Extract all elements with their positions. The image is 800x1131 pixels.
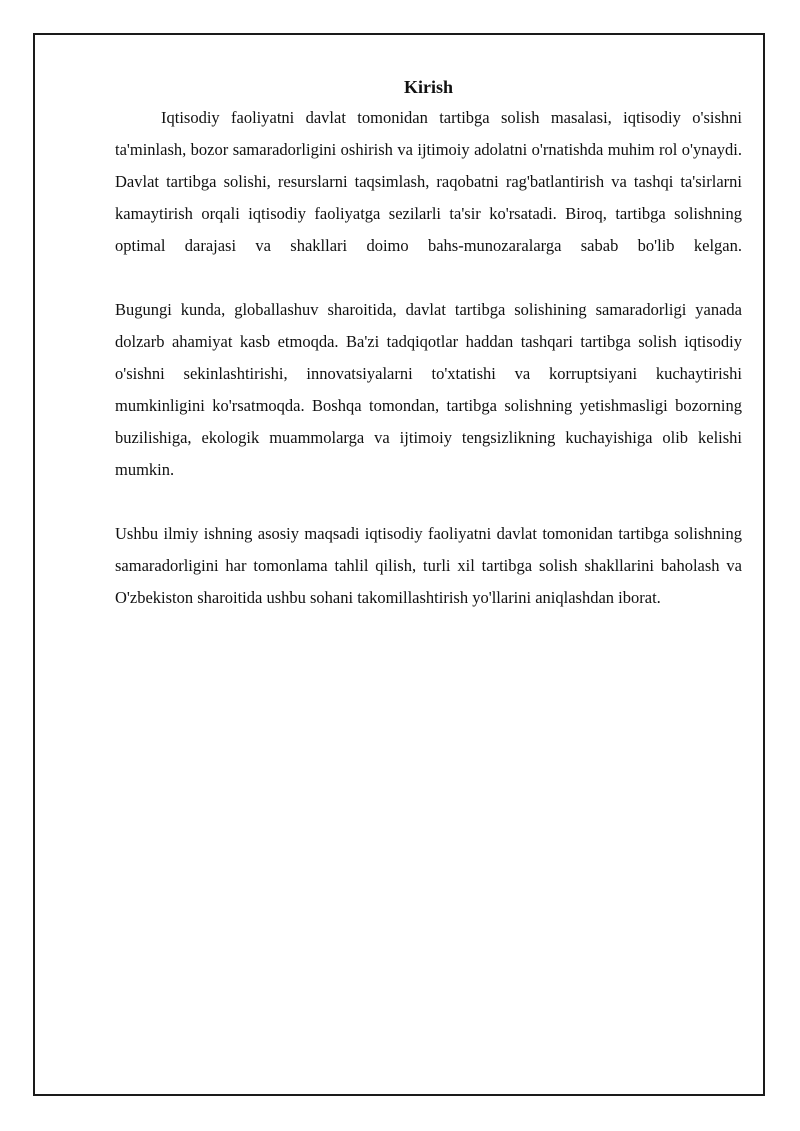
document-title: Kirish: [403, 77, 453, 97]
paragraph-3: Ushbu ilmiy ishning asosiy maqsadi iqtisodiy faoliyatni davlat tomonidan tartibga solishning samaradorligini har tomonlama tahlil qilish, turli xil tartibga solish shakllarini baholash va O'zbekiston sharoitida ushbu sohani takomillashtirish yo'llarini aniqlashdan iborat.: [115, 524, 742, 607]
paragraph-spacer: [115, 486, 742, 518]
paragraph-spacer: [115, 262, 742, 294]
paragraph-1: Iqtisodiy faoliyatni davlat tomonidan tartibga solish masalasi, iqtisodiy o'sishni ta'minlash, bozor samaradorligini oshirish va ijtimoiy adolatni o'rnatishda muhim rol o'ynaydi. Davlat tartibga solishi, resurslarni taqsimlash, raqobatni rag'batlantirish va tashqi ta'sirlarni kamaytirish orqali iqtisodiy faoliyatga sezilarli ta'sir ko'rsatadi. Biroq, tartibga solishning optimal darajasi va shakllari doimo bahs-munozaralarga sabab bo'lib kelgan.: [115, 108, 742, 255]
paragraph-2: Bugungi kunda, globallashuv sharoitida, davlat tartibga solishining samaradorligi yanada dolzarb ahamiyat kasb etmoqda. Ba'zi tadqiqotlar haddan tashqari tartibga solish iqtisodiy o'sishni sekinlashtirishi, innovatsiyalarni to'xtatishi va korruptsiyani kuchaytirishi mumkinligini ko'rsatmoqda. Boshqa tomondan, tartibga solishning yetishmasligi bozorning buzilishiga, ekologik muammolarga va ijtimoiy tengsizlikning kuchayishiga olib kelishi mumkin.: [115, 300, 742, 479]
document-body: [115, 76, 742, 614]
